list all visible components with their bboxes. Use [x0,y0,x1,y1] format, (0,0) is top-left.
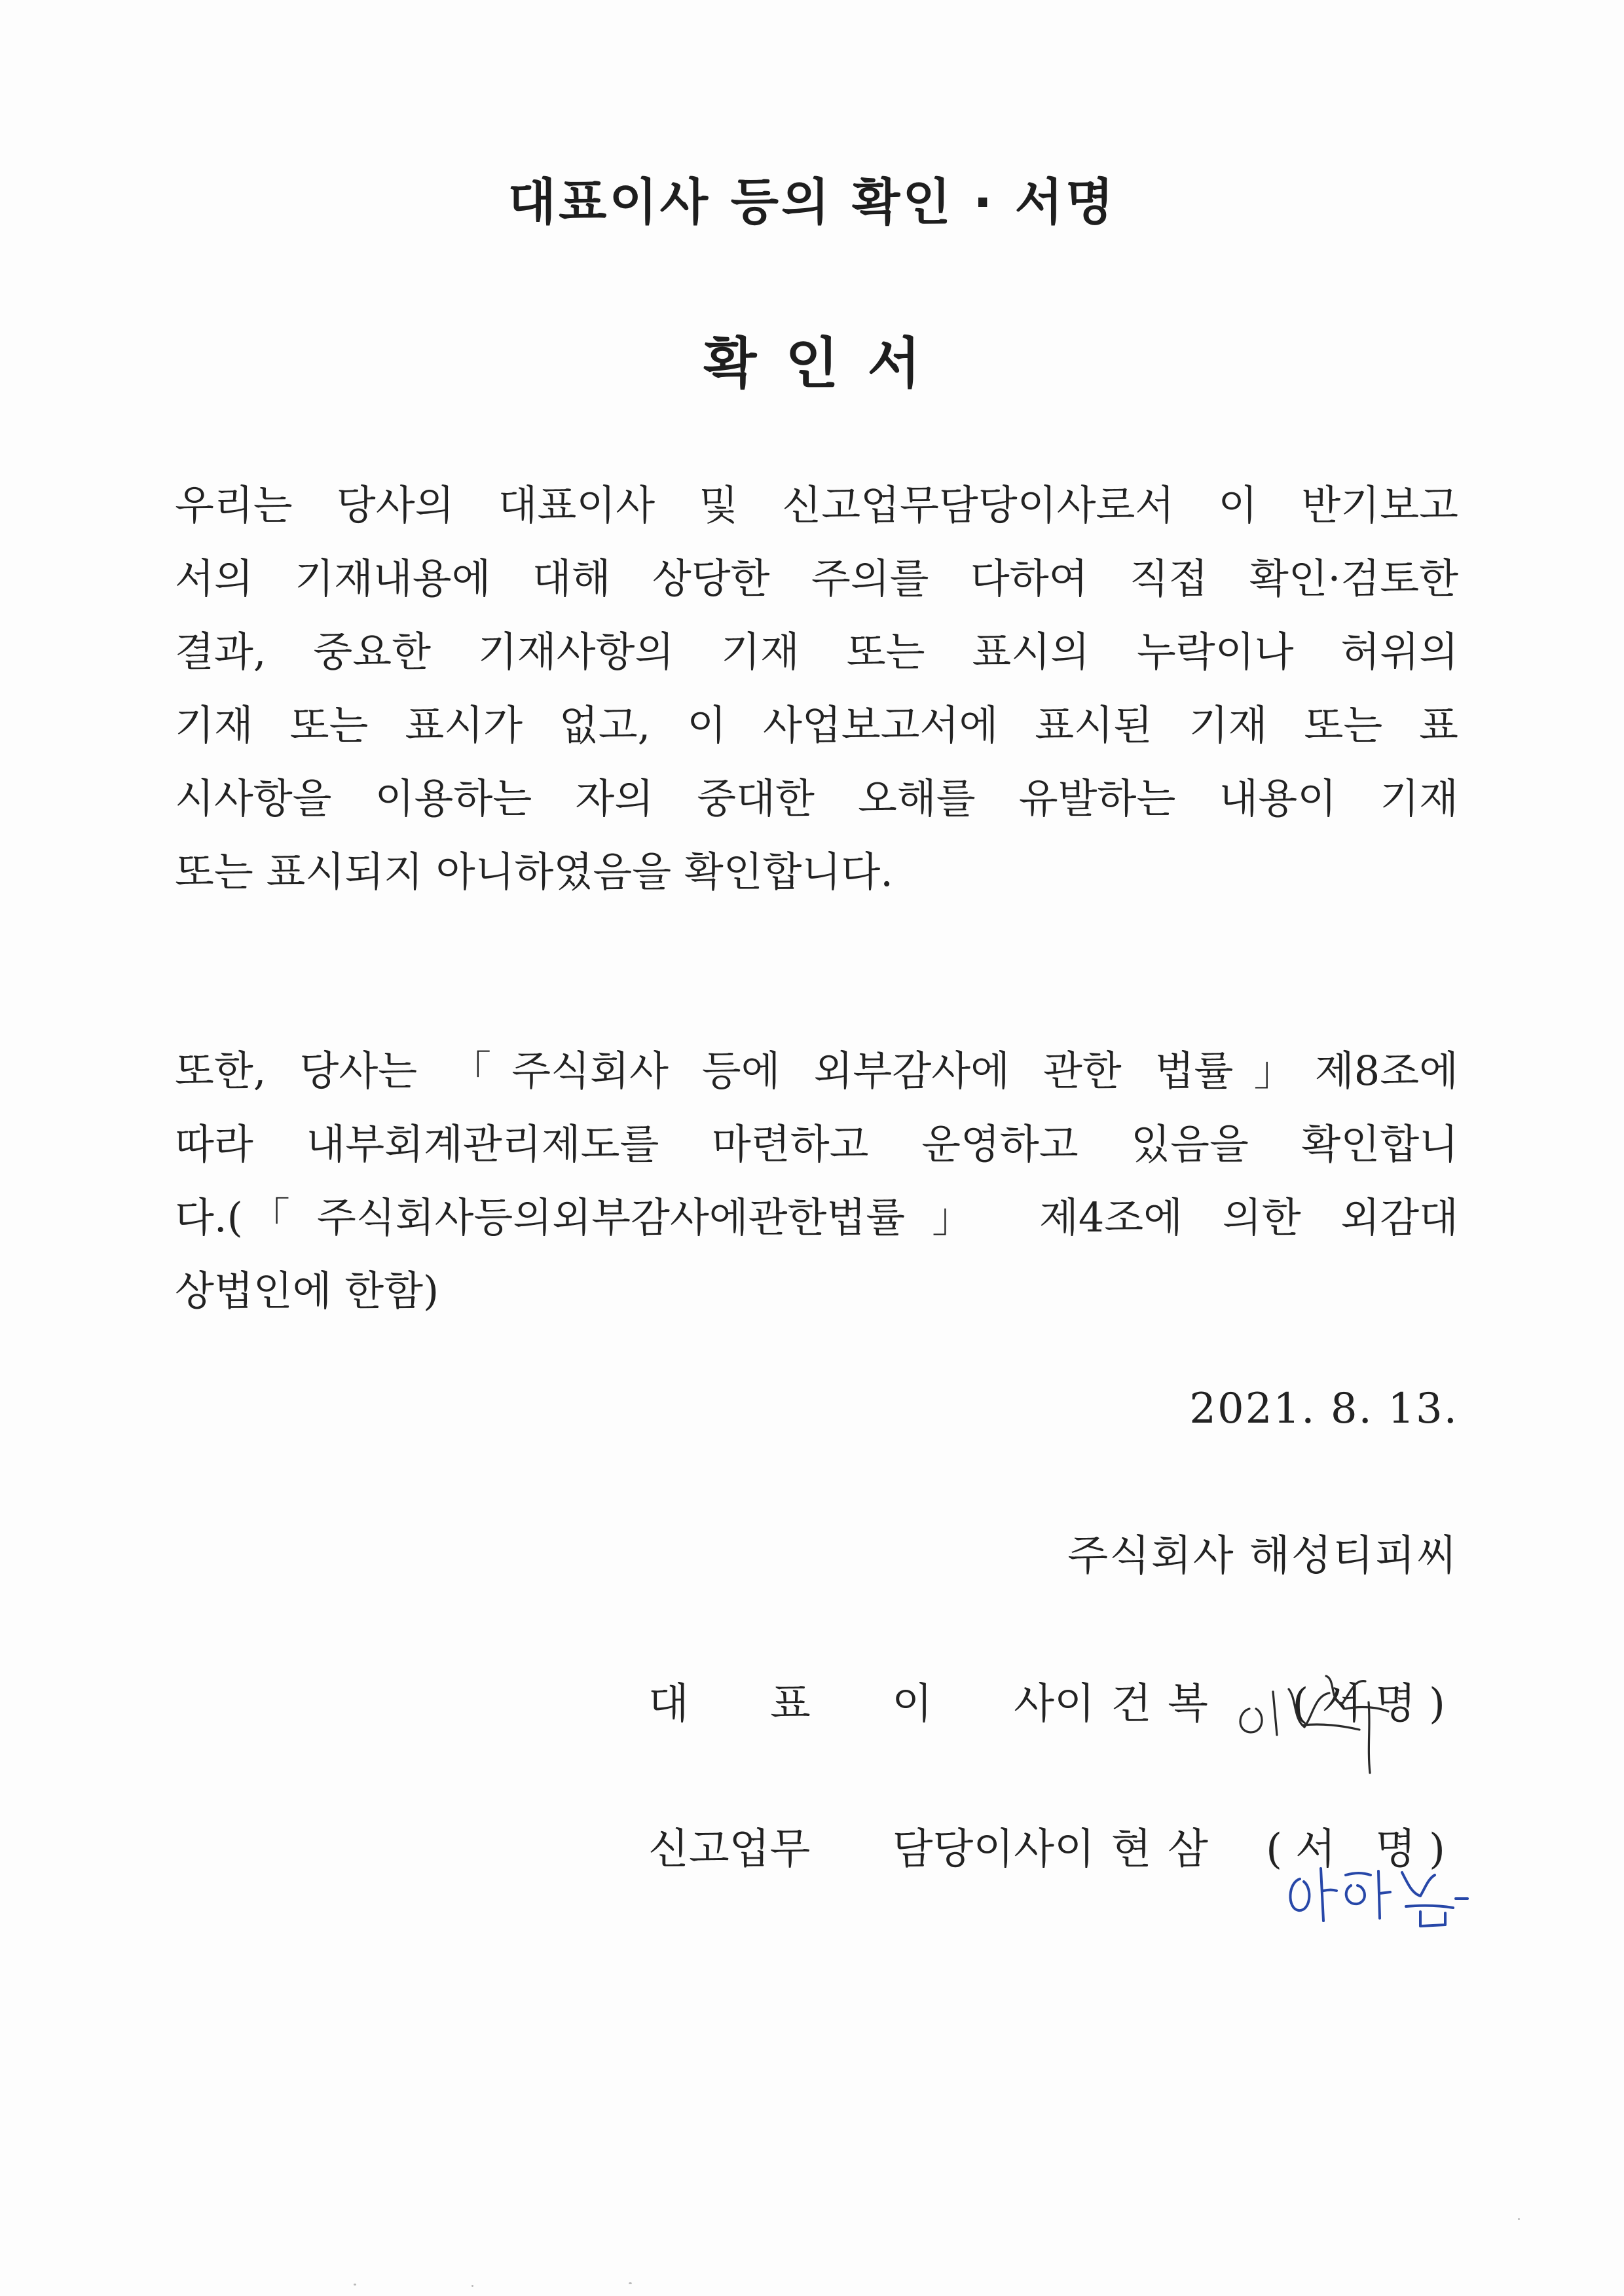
signatory-reporting-director [648,1813,1458,1886]
confirmation-paragraph [175,469,1458,909]
title-word: 담당이사 [892,1825,1054,1874]
paragraph-line: 또한, 당사는 「주식회사 등에 외부감사에 관한 법률」제8조에 [175,1047,1458,1095]
signature-stroke [1323,1890,1337,1891]
sign-label: (서 명) [1266,1825,1458,1874]
company-name: 주식회사 해성티피씨 [1067,1532,1458,1580]
paragraph-line: 상법인에 한함) [175,1267,439,1315]
signature-stroke [1420,1912,1445,1926]
scan-speck [471,2285,473,2287]
signature-stroke [1380,1892,1390,1893]
scan-speck [354,2284,356,2286]
internal-control-paragraph [175,1034,1458,1328]
paragraph-line: 결과, 중요한 기재사항의 기재 또는 표시의 누락이나 허위의 [175,628,1458,676]
title-char: 대 [648,1680,689,1728]
name-char: 현 [1111,1825,1152,1874]
paragraph-line: 서의 기재내용에 대해 상당한 주의를 다하여 직접 확인·검토한 [175,555,1458,602]
signatory-title [648,1668,1054,1740]
signatory-ceo [648,1668,1458,1740]
signatory-name [1054,1668,1208,1740]
paragraph-line: 또는 표시되지 아니하였음을 확인합니다. [175,848,893,896]
document-date: 2021. 8. 13. [1189,1385,1458,1433]
name-char: 복 [1168,1680,1208,1728]
name-char: 삼 [1168,1825,1208,1874]
signature-stroke [1406,1906,1453,1908]
title-word: 신고업무 [648,1825,811,1874]
name-char: 이 [1054,1825,1095,1874]
signatory-name [1054,1813,1208,1886]
title-char: 이 [892,1680,932,1728]
main-title: 대표이사 등의 확인 · 서명 [507,173,1116,231]
signature-stroke [1346,1886,1365,1904]
scan-speck [1518,2218,1520,2220]
name-char: 이 [1054,1680,1095,1728]
paragraph-line: 따라 내부회계관리제도를 마련하고 운영하고 있음을 확인합니 [175,1120,1458,1168]
title-char: 표 [770,1680,811,1728]
signatory-title [648,1813,1054,1886]
paragraph-line: 우리는 당사의 대표이사 및 신고업무담당이사로서 이 반기보고 [175,481,1458,529]
sub-title: 확인서 [703,331,950,395]
name-char: 건 [1111,1680,1152,1728]
paragraph-line: 기재 또는 표시가 없고, 이 사업보고서에 표시된 기재 또는 표 [175,701,1458,749]
sign-label: (서명) [1292,1680,1458,1728]
title-char: 사 [1014,1680,1054,1728]
paragraph-line: 시사항을 이용하는 자의 중대한 오해를 유발하는 내용이 기재 [175,774,1458,822]
paragraph-line: 다.(「주식회사등의외부감사에관한법률」 제4조에 의한 외감대 [175,1194,1458,1241]
scan-speck [629,2282,632,2284]
